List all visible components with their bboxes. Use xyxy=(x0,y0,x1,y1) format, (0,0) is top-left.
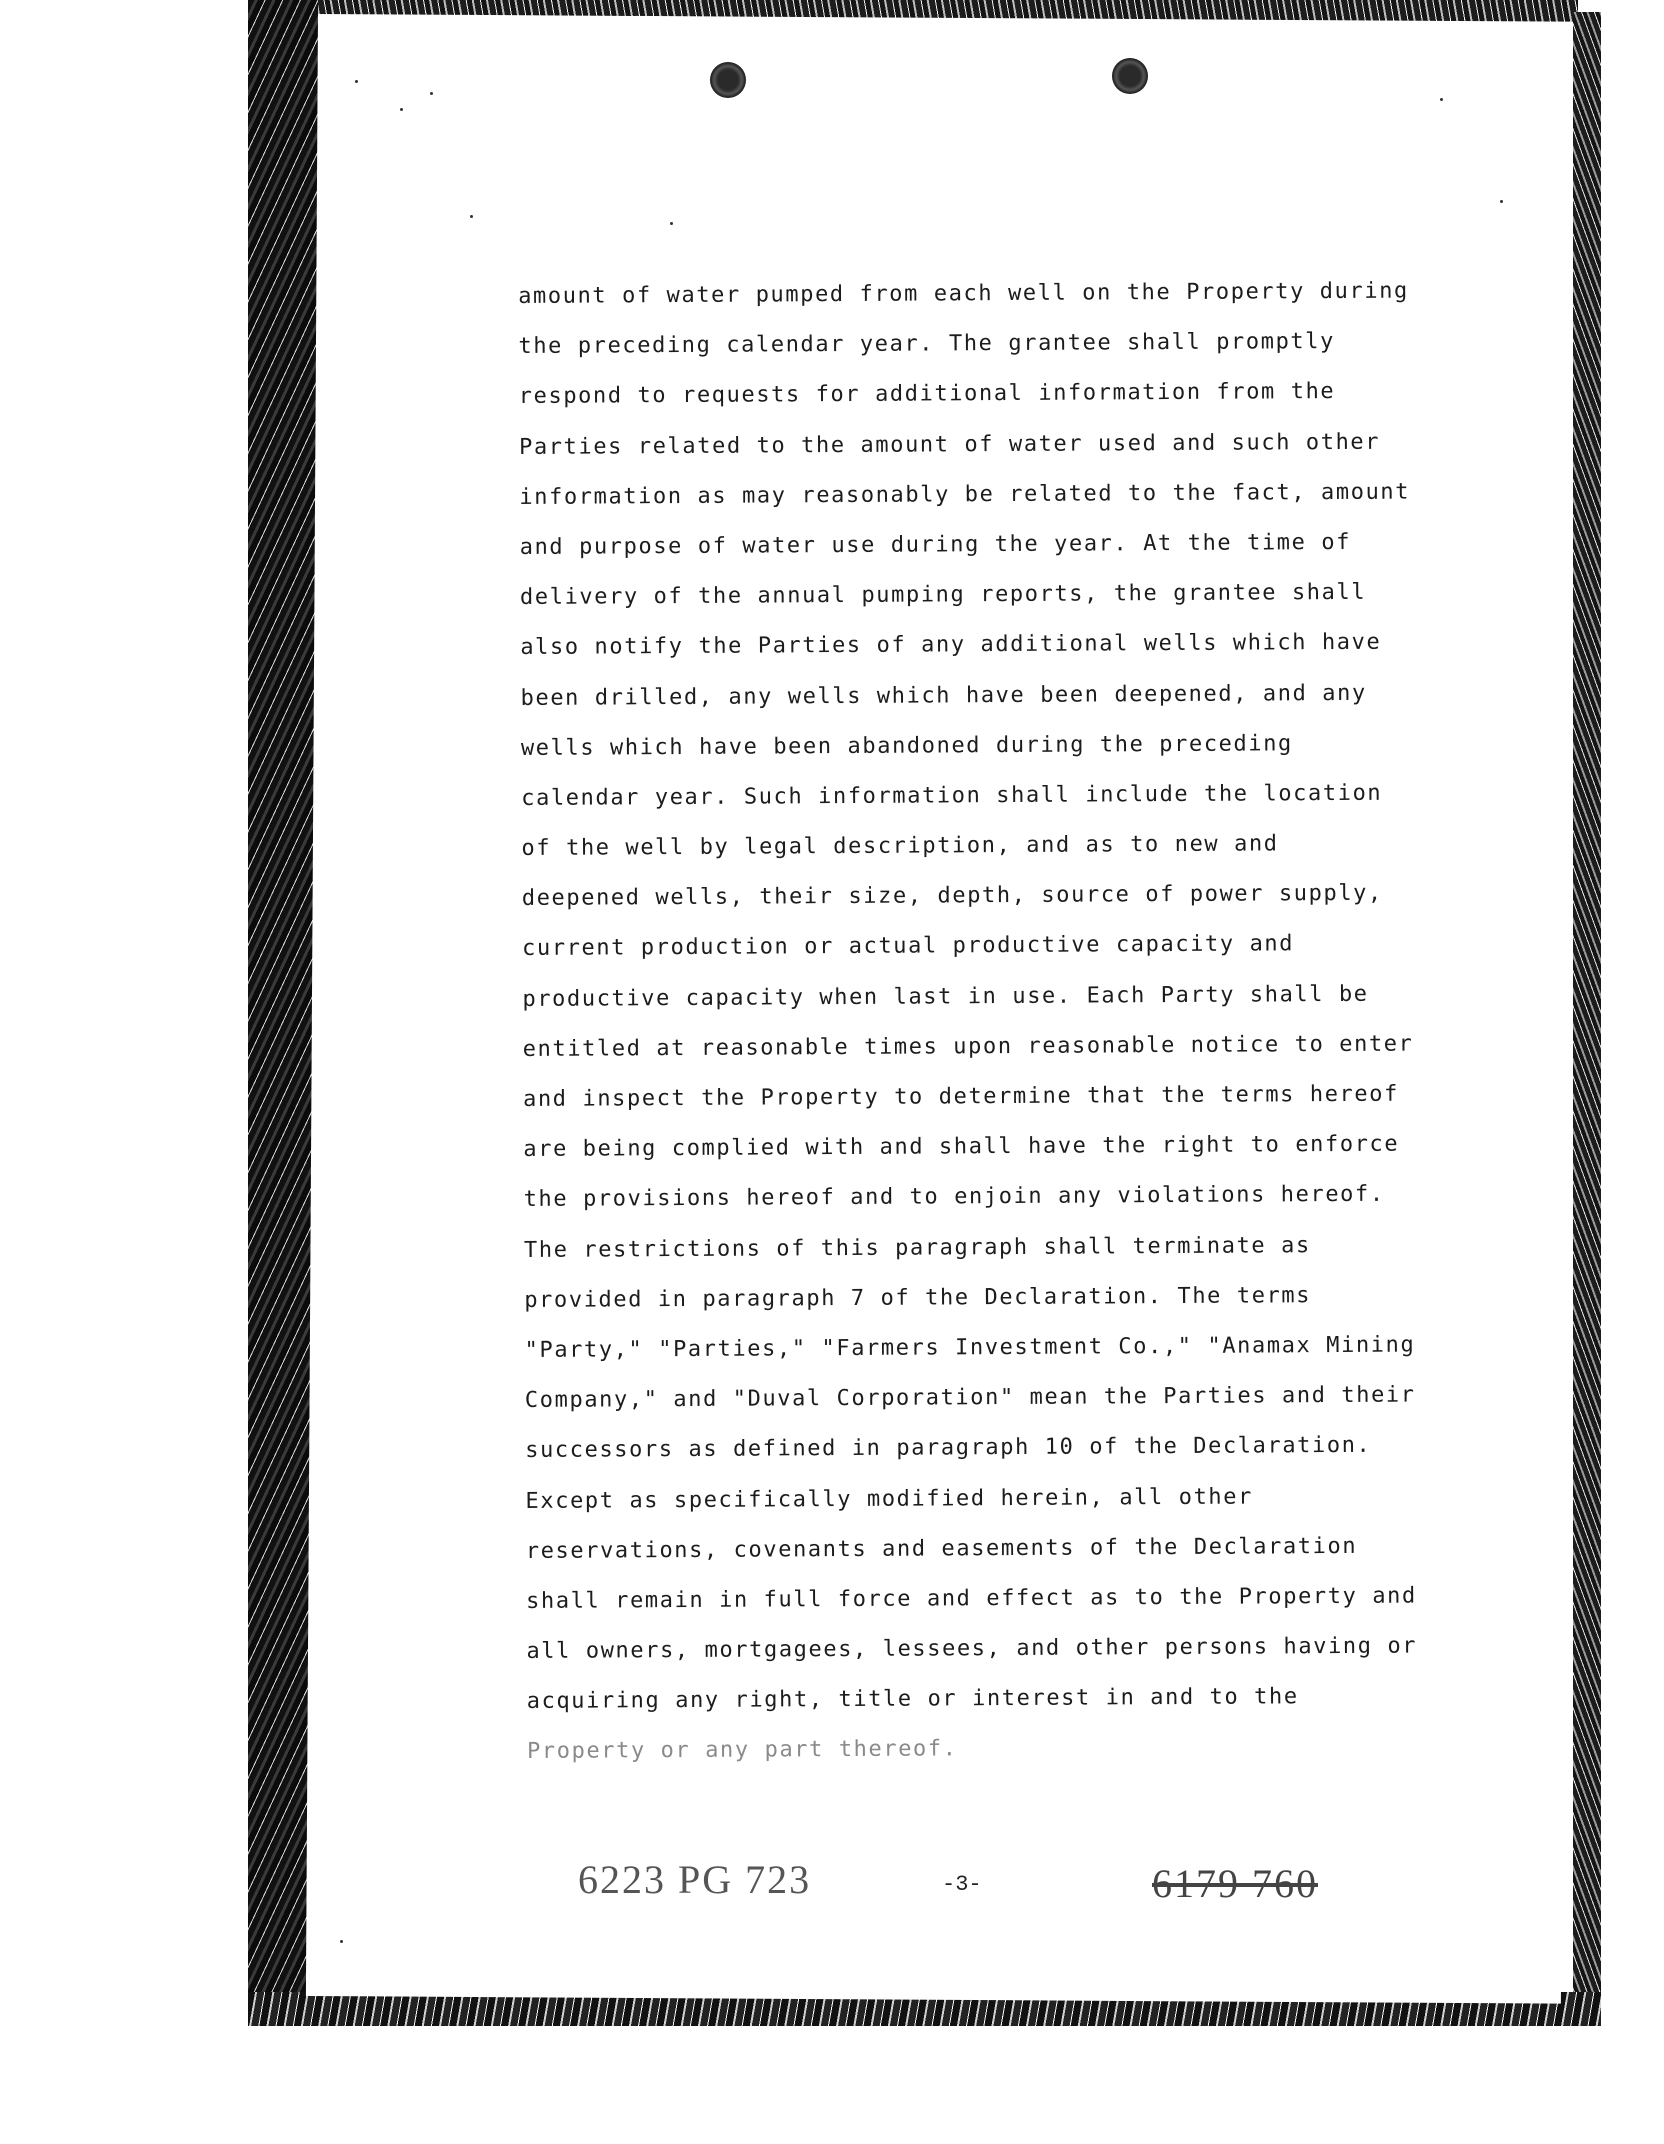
text-line: shall remain in full force and effect as to the Property and xyxy=(526,1583,1417,1614)
text-line: and purpose of water use during the year. At the time of xyxy=(519,529,1352,560)
scan-speck xyxy=(1500,200,1503,203)
text-line: the preceding calendar year. The grantee shall promptly xyxy=(518,329,1336,360)
text-line: Property or any part thereof. xyxy=(526,1736,958,1765)
text-line: are being complied with and shall have the right to enforce xyxy=(523,1131,1400,1163)
text-line: The restrictions of this paragraph shall terminate as xyxy=(523,1232,1311,1263)
document-body xyxy=(518,267,1427,1778)
text-line: entitled at reasonable times upon reasonable notice to enter xyxy=(522,1031,1414,1062)
punch-hole-left xyxy=(710,62,746,98)
punch-hole-right xyxy=(1112,58,1148,94)
text-line: reservations, covenants and easements of the Declaration xyxy=(525,1533,1358,1564)
scan-speck xyxy=(340,1940,343,1943)
text-line: "Party," "Parties," "Farmers Investment Co.," "Anamax Mining xyxy=(524,1332,1416,1363)
text-line: all owners, mortgagees, lessees, and other persons having or xyxy=(526,1633,1418,1665)
text-line: calendar year. Such information shall include the location xyxy=(521,780,1383,811)
scan-speck xyxy=(670,222,673,225)
text-line: amount of water pumped from each well on the Property during xyxy=(518,278,1409,309)
text-line: Except as specifically modified herein, all other xyxy=(525,1484,1253,1514)
scan-speck xyxy=(400,108,403,111)
text-line: been drilled, any wells which have been deepened, and any xyxy=(520,680,1367,711)
page-number: -3- xyxy=(942,1872,982,1897)
text-line: the provisions hereof and to enjoin any violations hereof. xyxy=(523,1182,1385,1213)
recording-stamp-left: 6223 PG 723 xyxy=(578,1857,812,1902)
scan-border-right xyxy=(1573,12,1601,2022)
text-line: productive capacity when last in use. Each Party shall be xyxy=(522,981,1369,1012)
text-line: provided in paragraph 7 of the Declaration. The terms xyxy=(524,1282,1312,1313)
text-line: acquiring any right, title or interest in and to the xyxy=(526,1684,1299,1715)
text-line: Company," and "Duval Corporation" mean the Parties and their xyxy=(524,1382,1416,1414)
recording-stamp-right: 6179 760 xyxy=(1152,1861,1318,1906)
text-line: Parties related to the amount of water used and such other xyxy=(518,429,1381,460)
scan-speck xyxy=(1440,98,1443,101)
scan-speck xyxy=(355,80,358,83)
text-line: wells which have been abandoned during the preceding xyxy=(520,730,1293,761)
text-line: of the well by legal description, and as to new and xyxy=(521,831,1279,862)
text-line: delivery of the annual pumping reports, the grantee shall xyxy=(519,579,1367,611)
text-line: respond to requests for additional information from the xyxy=(518,379,1336,410)
text-line: also notify the Parties of any additional wells which have xyxy=(520,630,1382,661)
text-line: current production or actual productive capacity and xyxy=(522,931,1295,962)
text-line: information as may reasonably be related to the fact, amount xyxy=(519,479,1411,510)
scan-speck xyxy=(430,92,433,95)
text-line: and inspect the Property to determine that the terms hereof xyxy=(522,1081,1399,1112)
scan-speck xyxy=(470,215,473,218)
text-line: deepened wells, their size, depth, source of power supply, xyxy=(521,880,1383,912)
text-line: successors as defined in paragraph 10 of the Declaration. xyxy=(525,1433,1372,1464)
